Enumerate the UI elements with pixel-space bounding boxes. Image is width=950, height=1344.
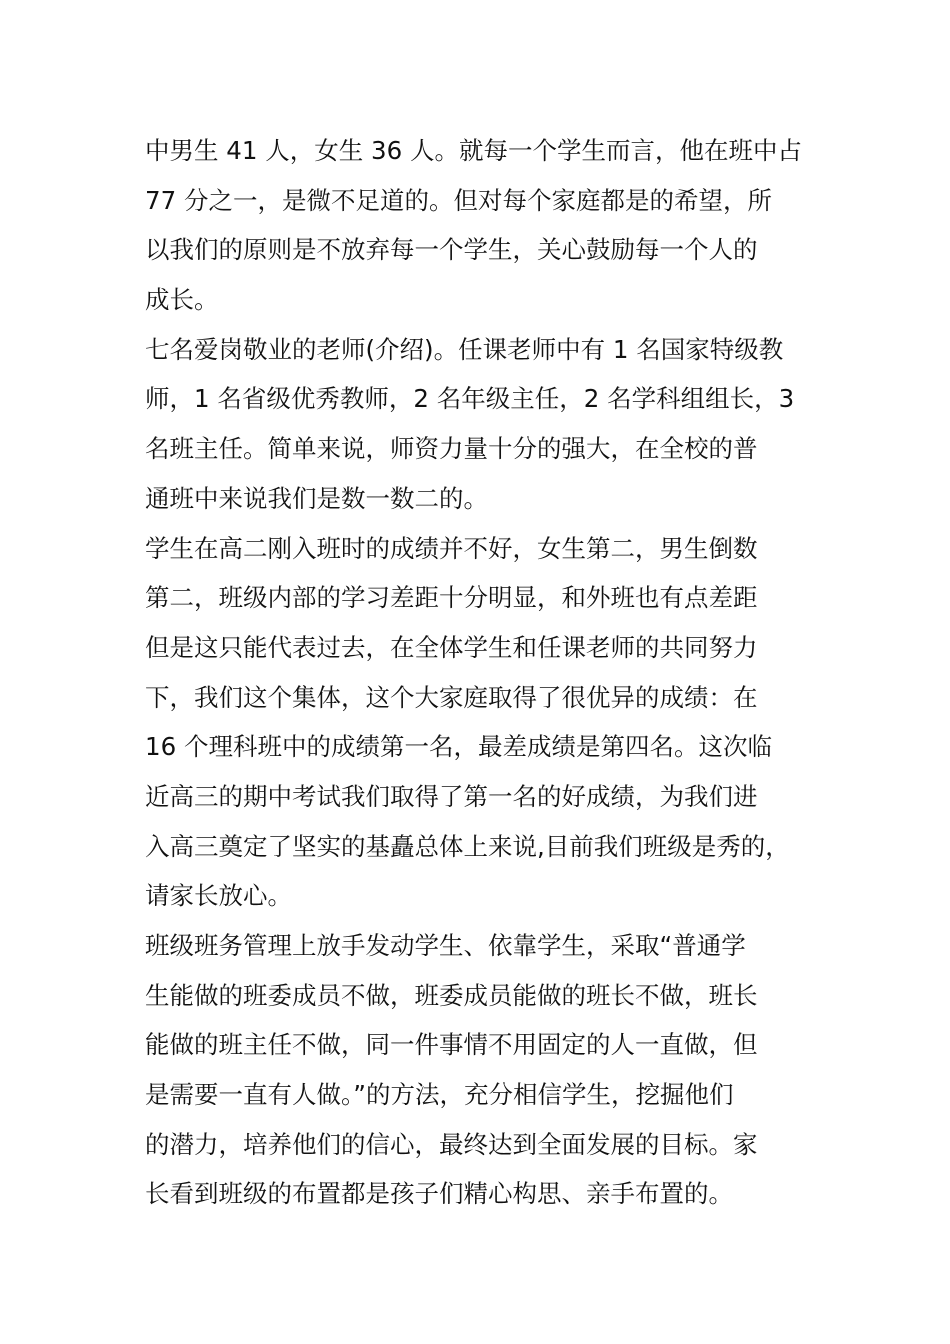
text-line: 入高三奠定了坚实的基矗总体上来说,目前我们班级是秀的，	[145, 831, 790, 861]
text-line: 近高三的期中考试我们取得了第一名的好成绩，为我们进	[145, 781, 758, 811]
text-line: 名班主任。简单来说，师资力量十分的强大，在全校的普	[145, 434, 758, 464]
text-line: 第二，班级内部的学习差距十分明显，和外班也有点差距	[145, 583, 758, 613]
text-line: 学生在高二刚入班时的成绩并不好，女生第二，男生倒数	[145, 533, 758, 563]
document-body	[145, 126, 835, 1219]
text-line: 长看到班级的布置都是孩子们精心构思、亲手布置的。	[145, 1179, 733, 1209]
text-line: 七名爱岗敬业的老师(介绍)。任课老师中有 1 名国家特级教	[145, 334, 784, 364]
text-line: 但是这只能代表过去，在全体学生和任课老师的共同努力	[145, 632, 758, 662]
text-line: 的潜力，培养他们的信心，最终达到全面发展的目标。家	[145, 1129, 758, 1159]
text-line: 请家长放心。	[145, 881, 292, 911]
text-line: 下，我们这个集体，这个大家庭取得了很优异的成绩：在	[145, 682, 758, 712]
text-line: 77 分之一，是微不足道的。但对每个家庭都是的希望，所	[145, 185, 772, 215]
text-line: 以我们的原则是不放弃每一个学生，关心鼓励每一个人的	[145, 235, 758, 265]
text-line: 成长。	[145, 285, 219, 315]
text-line: 能做的班主任不做，同一件事情不用固定的人一直做，但	[145, 1030, 758, 1060]
text-line: 生能做的班委成员不做，班委成员能做的班长不做，班长	[145, 980, 758, 1010]
text-line: 16 个理科班中的成绩第一名，最差成绩是第四名。这次临	[145, 732, 772, 762]
text-line: 通班中来说我们是数一数二的。	[145, 483, 488, 513]
text-line: 师，1 名省级优秀教师，2 名年级主任，2 名学科组组长，3	[145, 384, 795, 414]
text-line: 班级班务管理上放手发动学生、依靠学生，采取“普通学	[145, 931, 746, 960]
text-line: 是需要一直有人做。”的方法，充分相信学生，挖掘他们	[145, 1080, 734, 1110]
text-line: 中男生 41 人，女生 36 人。就每一个学生而言，他在班中占	[145, 136, 802, 165]
